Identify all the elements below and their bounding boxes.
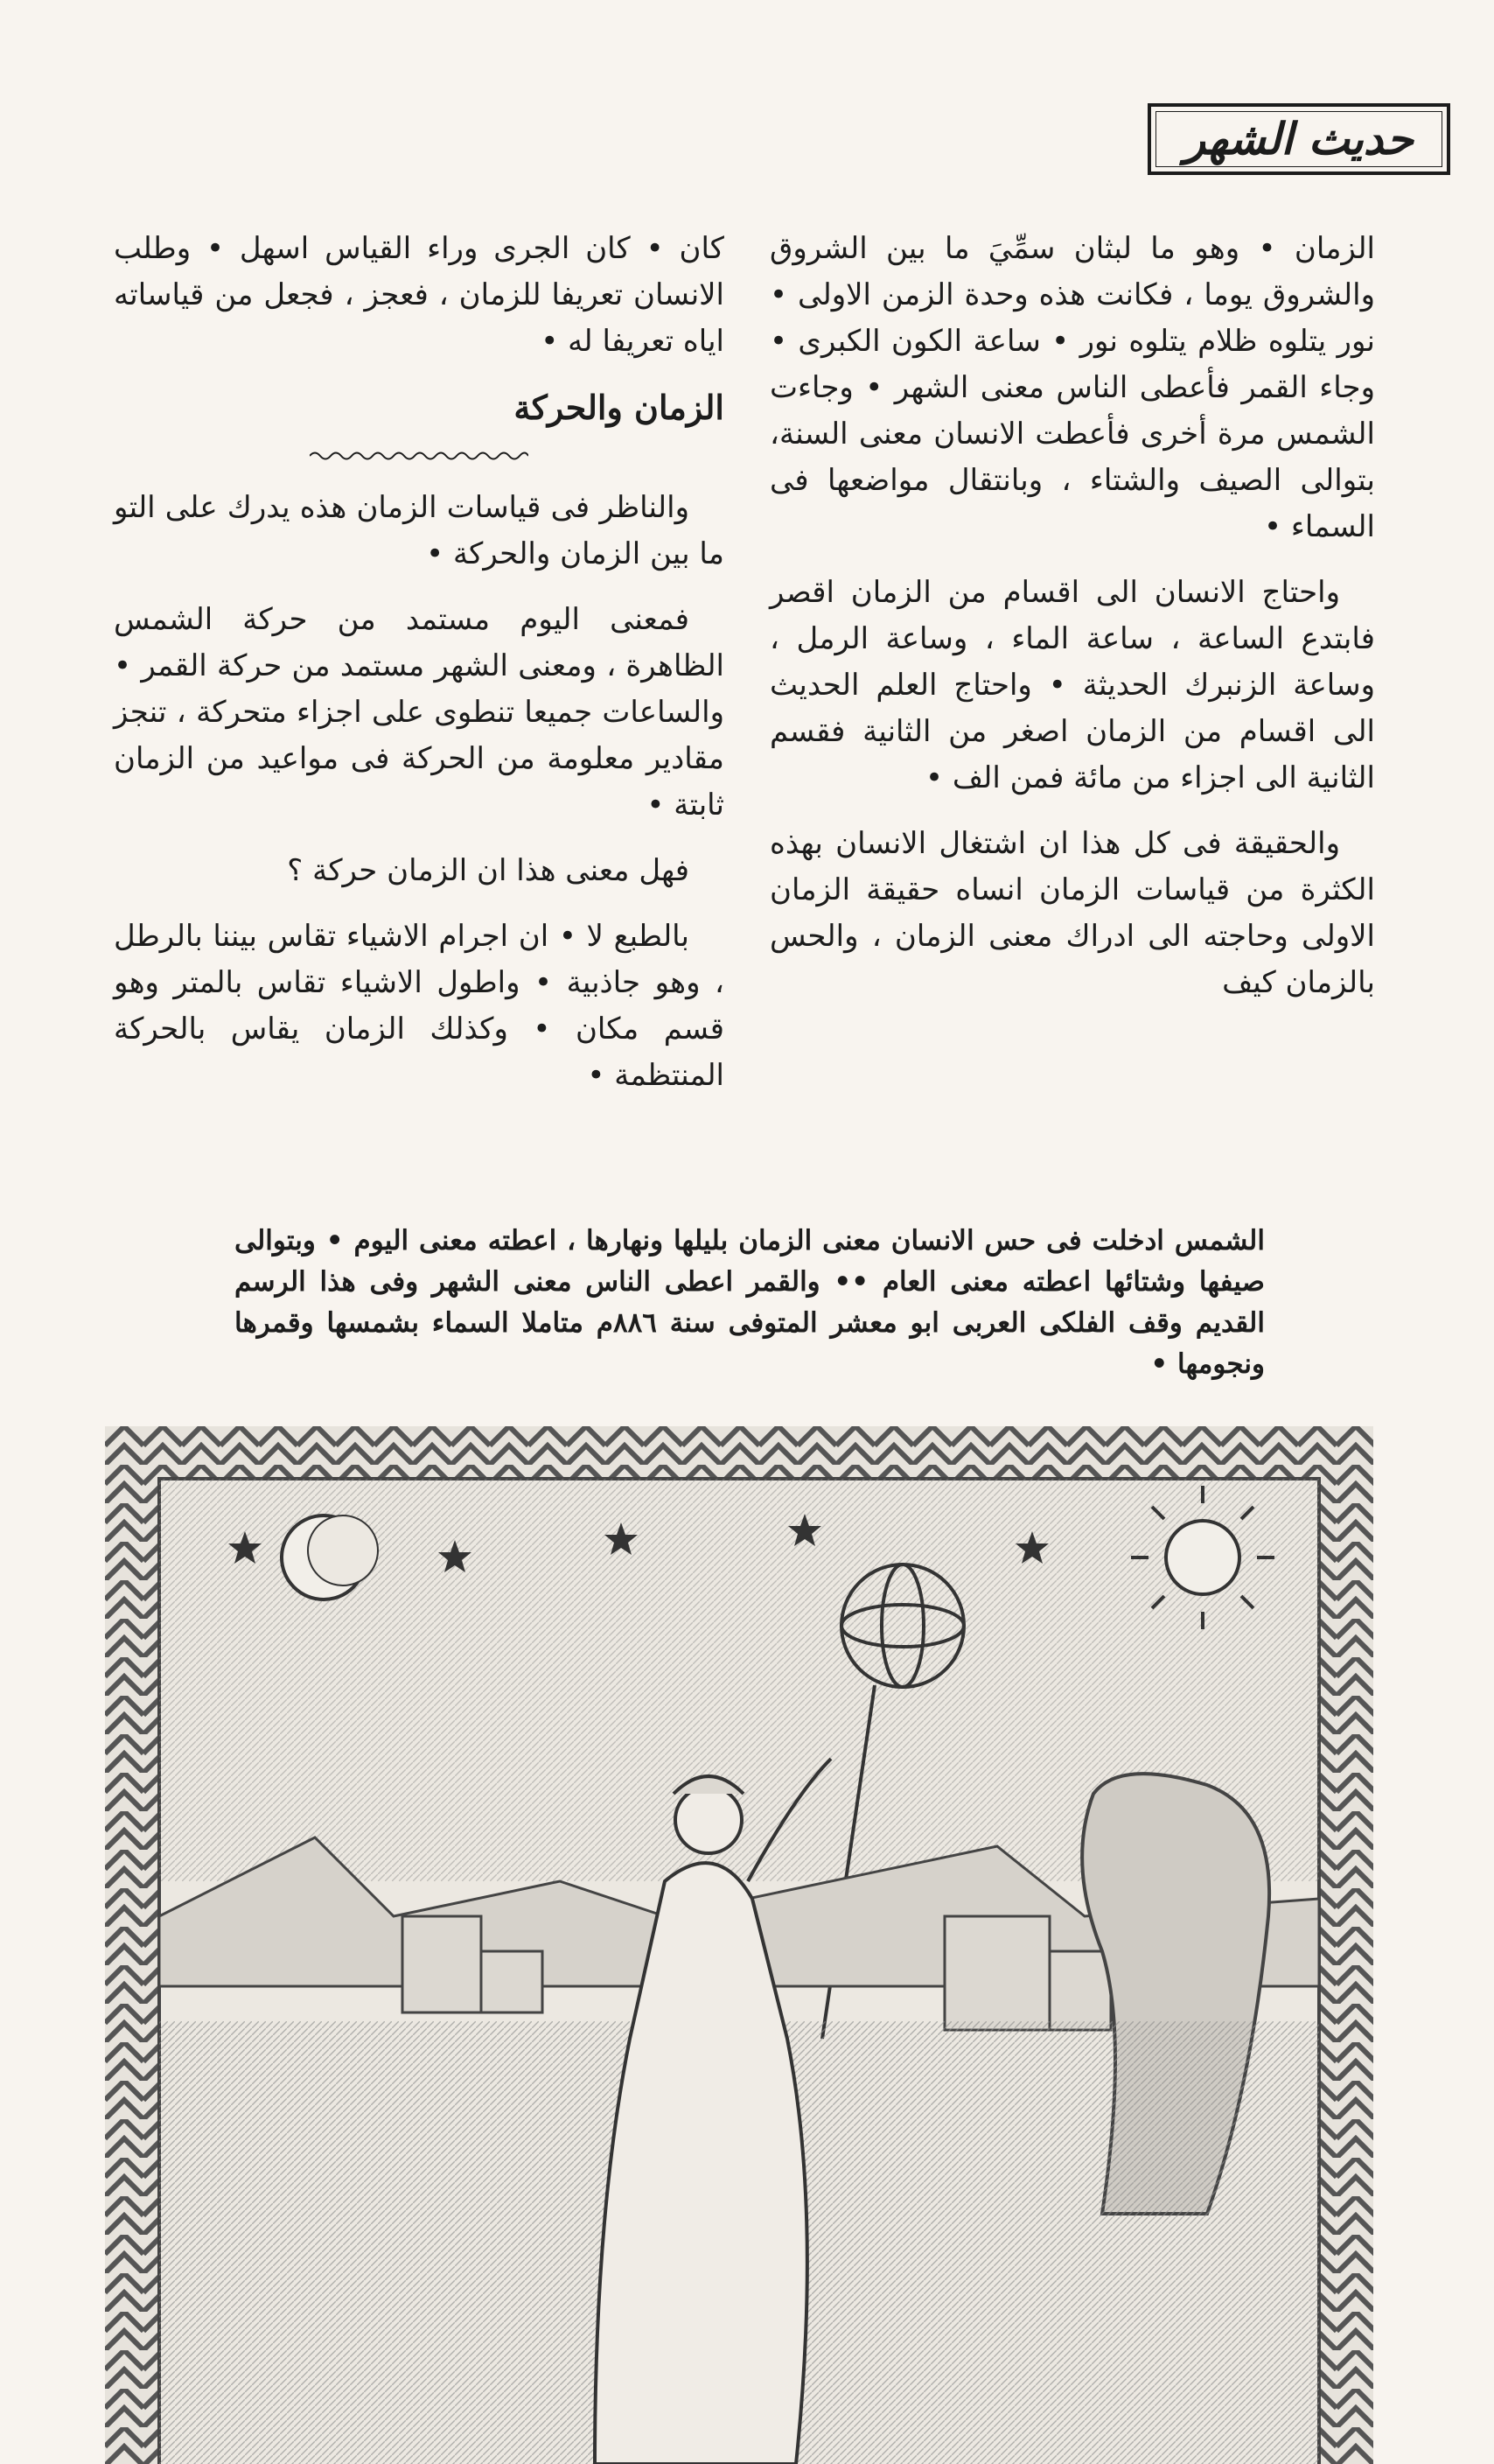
paragraph: فمعنى اليوم مستمد من حركة الشمس الظاهرة ، ومعنى الشهر مستمد من حركة القمر • والساعات جميعا تنطوى على اجزاء متحركة ، تنجز مقادير معلومة من الحركة فى مواعيد من الزمان ثابتة • <box>114 602 724 822</box>
left-text-column <box>114 226 724 1118</box>
paragraph: والناظر فى قياسات الزمان هذه يدرك على التو ما بين الزمان والحركة • <box>114 490 724 571</box>
wavy-rule <box>310 450 528 462</box>
woodcut-illustration <box>105 1426 1373 2464</box>
paragraph: والحقيقة فى كل هذا ان اشتغال الانسان بهذه الكثرة من قياسات الزمان انساه حقيقة الزمان الاولى وحاجته الى ادراك معنى الزمان ، والحس بالزمان كيف <box>770 826 1375 1000</box>
paragraph: كان • كان الجرى وراء القياس اسهل • وطلب الانسان تعريفا للزمان ، فعجز ، فجعل من قياساته اياه تعريفا له • <box>114 231 724 359</box>
figure-caption: الشمس ادخلت فى حس الانسان معنى الزمان بليلها ونهارها ، اعطته معنى اليوم • وبتوالى صيفها وشتائها اعطته معنى العام •• والقمر اعطى الناس معنى الشهر وفى هذا الرسم القديم وقف الفلكى العربى ابو معشر المتوفى سنة ٨٨٦م متاملا السماء بشمسها وقمرها ونجومها • <box>234 1225 1265 1380</box>
paragraph: واحتاج الانسان الى اقسام من الزمان اقصر فابتدع الساعة ، ساعة الماء ، وساعة الرمل ، وساعة الزنبرك الحديثة • واحتاج العلم الحديث الى اقسام من الزمان اصغر من الثانية فقسم الثانية الى اجزاء من مائة فمن الف • <box>770 575 1375 795</box>
right-text-column <box>770 226 1375 1026</box>
section-subheading: الزمان والحركة <box>513 388 724 427</box>
paragraph: فهل معنى هذا ان الزمان حركة ؟ <box>287 853 689 888</box>
section-title-badge <box>1148 103 1450 175</box>
section-title: حديث الشهر <box>1184 113 1414 164</box>
paragraph: الزمان • وهو ما لبثان سمِّيَ ما بين الشروق والشروق يوما ، فكانت هذه وحدة الزمن الاولى • نور يتلوه ظلام يتلوه نور • ساعة الكون الكبرى • وجاء القمر فأعطى الناس معنى الشهر • وجاءت الشمس مرة أخرى فأعطت الانسان معنى السنة، بتوالى الصيف والشتاء ، وبانتقال مواضعها فى السماء • <box>770 231 1375 544</box>
paragraph: بالطبع لا • ان اجرام الاشياء تقاس بيننا بالرطل ، وهو جاذبية • واطول الاشياء تقاس بالمتر وهو قسم مكان • وكذلك الزمان يقاس بالحركة المنتظمة • <box>114 919 724 1093</box>
